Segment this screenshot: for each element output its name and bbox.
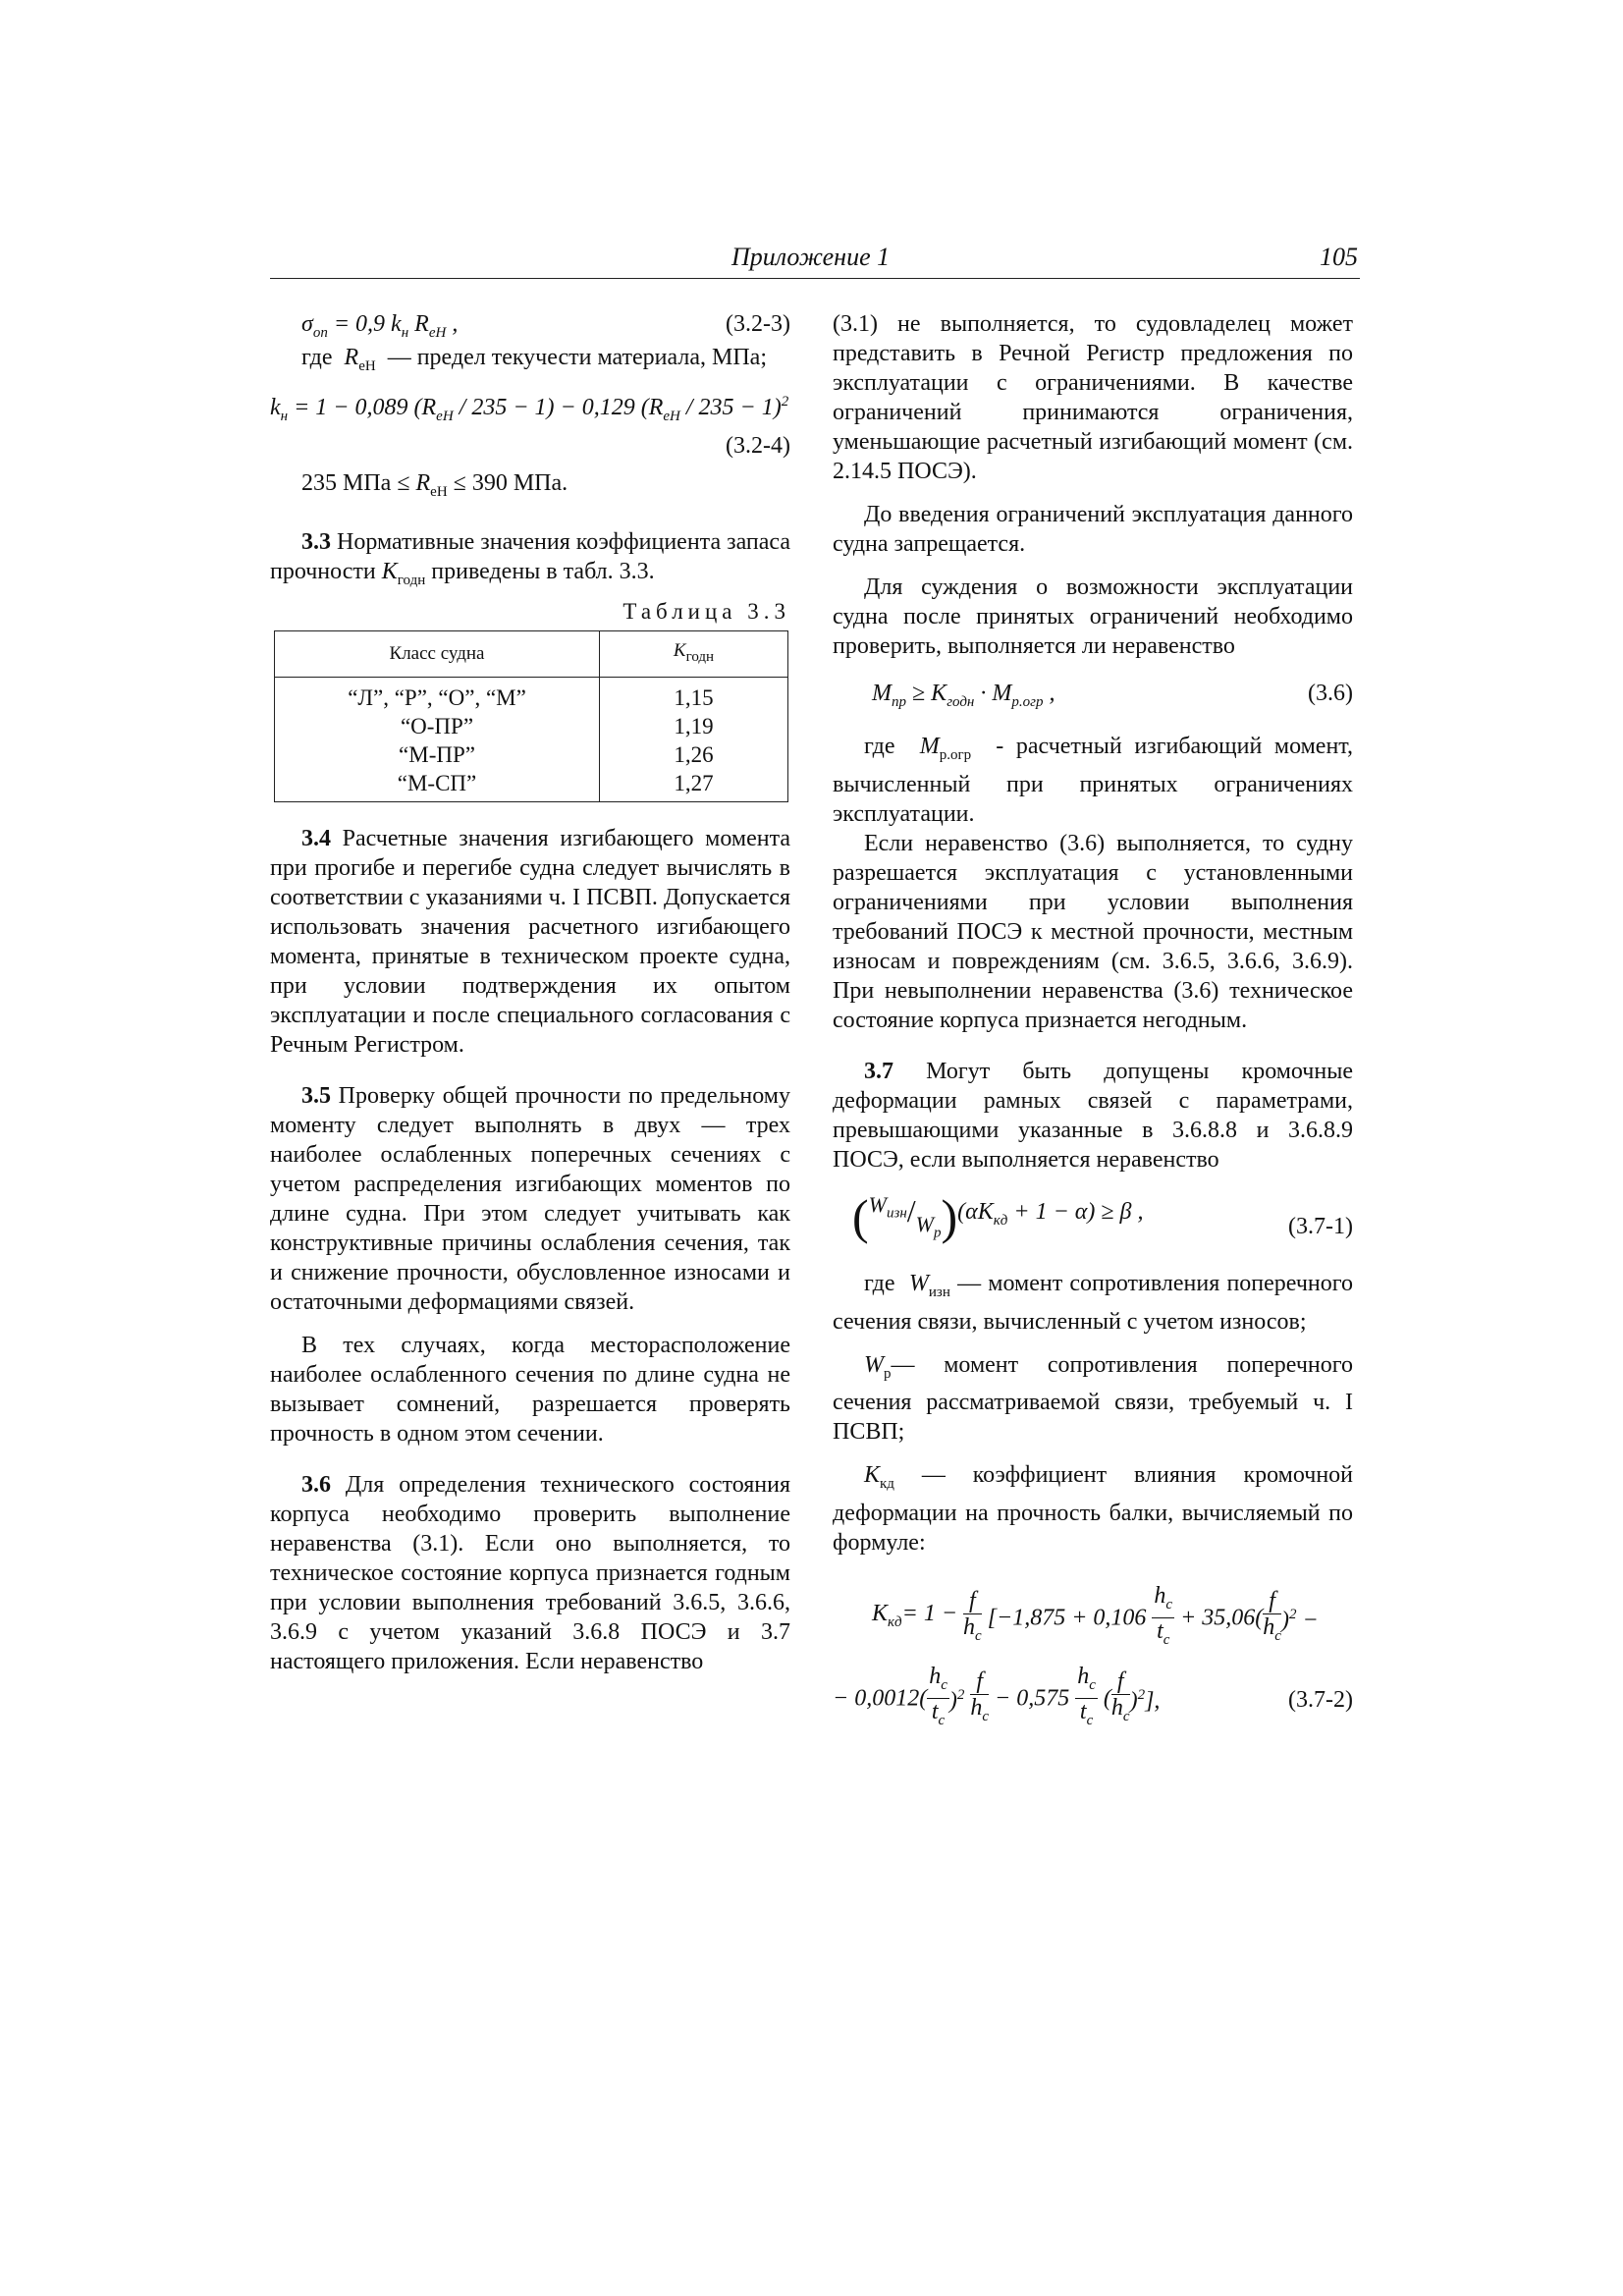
equation-number: (3.7-2) bbox=[1288, 1687, 1353, 1714]
header-title: Приложение 1 bbox=[731, 243, 891, 271]
definition-reh: где $R_{eH}$ — предел текучести материала, МПа; bbox=[301, 345, 767, 374]
table-header-class: Класс судна bbox=[275, 631, 600, 678]
paragraph: Для суждения о возможности эксплуатации судна после принятых ограничений необходимо проверить, выполняется ли неравенство bbox=[833, 574, 1353, 659]
equation-number: (3.2-4) bbox=[726, 432, 790, 459]
table-row bbox=[275, 712, 788, 740]
table-cell-k: 1,27 bbox=[600, 769, 788, 802]
table-cell-k: 1,15 bbox=[600, 678, 788, 713]
section-3-5 bbox=[270, 1081, 790, 1317]
section-3-5-continuation: В тех случаях, когда месторасположение наиболее ослабленного сечения по длине судна не вызывает сомнений, разрешается проверять прочность в одном этом сечении. bbox=[270, 1333, 790, 1448]
equation-3-2-4-number-line bbox=[270, 431, 790, 465]
table-header-k: $K_{годн}$ bbox=[600, 631, 788, 678]
equation-number: (3.6) bbox=[1308, 681, 1353, 706]
definition-mrogr: где $M_{р.огр}$ - расчетный изгибающий момент, вычисленный при принятых ограничениях эксплуатации. bbox=[833, 734, 1353, 827]
definition-wp: $W_р—$ момент сопротивления поперечного сечения рассматриваемой связи, требуемый ч. I ПСВП; bbox=[833, 1351, 1353, 1446]
paragraph: До введения ограничений эксплуатация данного судна запрещается. bbox=[833, 502, 1353, 557]
equation-3-2-3 bbox=[270, 309, 790, 343]
section-number: 3.7 bbox=[864, 1058, 893, 1084]
section-text: Проверку общей прочности по предельному моменту следует выполнять в двух — трех наиболее ослабленных поперечных сечениях с учетом распределения изгибающих моментов по длине судна. При этом следует учитывать как конструктивные причины ослабления сечения, так и снижение прочности, обусловленное износами и остаточными деформациями связей. bbox=[270, 1083, 790, 1316]
left-column bbox=[270, 309, 790, 1676]
table-row bbox=[275, 678, 788, 713]
table-cell-k: 1,26 bbox=[600, 740, 788, 769]
equation-expression: $k_н = 1 - 0,089$ $(R_{eH} / 235 - 1) - 0,129$ $(R_{eH} / 235 - 1)^2$ bbox=[270, 393, 789, 424]
section-number: 3.5 bbox=[301, 1083, 331, 1110]
section-3-7 bbox=[833, 1057, 1353, 1175]
equation-expression: $\sigma_{оп} = 0,9$ $k_н$ $R_{eH}$ , bbox=[301, 311, 459, 341]
page-number: 105 bbox=[1320, 243, 1358, 271]
running-header bbox=[270, 239, 1360, 279]
table-row bbox=[275, 769, 788, 802]
section-3-3: 3.3 Нормативные значения коэффициента запаса прочности $K_{годн}$ приведены в табл. 3.3. bbox=[270, 529, 790, 589]
definition-wizn: где $W_{изн}$ — момент сопротивления поперечного сечения связи, вычисленный с учетом износов; bbox=[833, 1270, 1354, 1335]
section-3-6 bbox=[270, 1470, 790, 1676]
section-number: 3.4 bbox=[301, 826, 331, 852]
reh-range: 235 МПа ≤ $R_{eH} \le 390$ МПа. bbox=[301, 469, 568, 500]
table-cell-class: “М-ПР” bbox=[275, 740, 600, 769]
paragraph: Если неравенство (3.6) выполняется, то судну разрешается эксплуатация с установленными ограничениями при условии выполнения требований ПОСЭ к местной прочности, местным износам и повреждениям (см. 3.6.5, 3.6.6, 3.6.9). При невыполнении неравенства (3.6) техническое состояние корпуса признается негодным. bbox=[833, 830, 1353, 1033]
section-text: Для определения технического состояния корпуса необходимо проверить выполнение неравенства (3.1). Если оно выполняется, то техническое состояние корпуса признается годным при условии выполнения требований 3.6.5, 3.6.6, 3.6.9 с учетом указаний 3.6.8 ПОСЭ и 3.7 настоящего приложения. Если неравенство bbox=[270, 1472, 791, 1675]
section-3-4 bbox=[270, 824, 790, 1060]
equation-3-2-4 bbox=[270, 387, 790, 431]
equation-tail: $(\alpha K_{кд} + 1 - \alpha) \ge \beta$ , bbox=[957, 1199, 1144, 1230]
equation-number: (3.7-1) bbox=[1288, 1213, 1353, 1239]
section-number: 3.3 bbox=[301, 529, 331, 556]
table-cell-class: “Л”, “Р”, “О”, “М” bbox=[275, 678, 600, 713]
equation-3-6 bbox=[833, 679, 1353, 718]
section-text: Могут быть допущены кромочные деформации рамных связей с параметрами, превышающими указанные в 3.6.8.8 и 3.6.8.9 ПОСЭ, если выполняется неравенство bbox=[833, 1058, 1353, 1173]
section-text: Расчетные значения изгибающего момента при прогибе и перегибе судна следует вычислять в соответствии с указаниями ч. I ПСВП. Допускается использовать значения расчетного изгибающего момента, принятые в техническом проекте судна, при условии подтверждения их опытом эксплуатации и после специального согласования с Речным Регистром. bbox=[270, 826, 790, 1059]
table-cell-class: “М-СП” bbox=[275, 769, 600, 802]
ratio-w: $W_{изн}/W_р$ bbox=[868, 1191, 942, 1240]
table-cell-class: “О-ПР” bbox=[275, 712, 600, 740]
table-row bbox=[275, 740, 788, 769]
table-cell-k: 1,19 bbox=[600, 712, 788, 740]
equation-number: (3.2-3) bbox=[726, 311, 790, 337]
right-column bbox=[833, 309, 1353, 1732]
table-3-3 bbox=[274, 630, 788, 802]
equation-3-7-1: $(W_{изн}/W_р)(\alpha K_{кд} + 1 - \alpha) \ge \beta$ , (3.7-1) bbox=[852, 1188, 1353, 1244]
definition-kkd: $K_{кд}$ — коэффициент влияния кромочной деформации на прочность балки, вычисляемый по формуле: bbox=[833, 1462, 1353, 1557]
equation-3-7-2-line2: − 0,0012( $\frac{h_c}{t_c}$ )$^2$ $\frac{f}{h_c}$ − 0,575 $\frac{h_c}{t_c}$ ( $\frac{f}{h_c}$ )$^2$], (3.7-2) bbox=[833, 1664, 1353, 1728]
table-caption: Таблица 3.3 bbox=[622, 599, 790, 625]
equation-3-7-2-line1: $K_{кд}= 1$ − $\frac{f}{h_c}$ [−1,875 + 0,106 $\frac{h_c}{t_c}$ + 35,06( $\frac{f}{h_c}$ )$^2$ − bbox=[872, 1583, 1319, 1648]
equation-expression: $M_{пр} \ge K_{годн} \cdot M_{р.огр}$ , bbox=[872, 681, 1055, 710]
paragraph-continuation: (3.1) не выполняется, то судовладелец может представить в Речной Регистр предложения по эксплуатации с ограничениями. В качестве ограничений принимаются ограничения, уменьшающие расчетный изгибающий момент (см. 2.14.5 ПОСЭ). bbox=[833, 311, 1353, 484]
section-number: 3.6 bbox=[301, 1472, 331, 1499]
